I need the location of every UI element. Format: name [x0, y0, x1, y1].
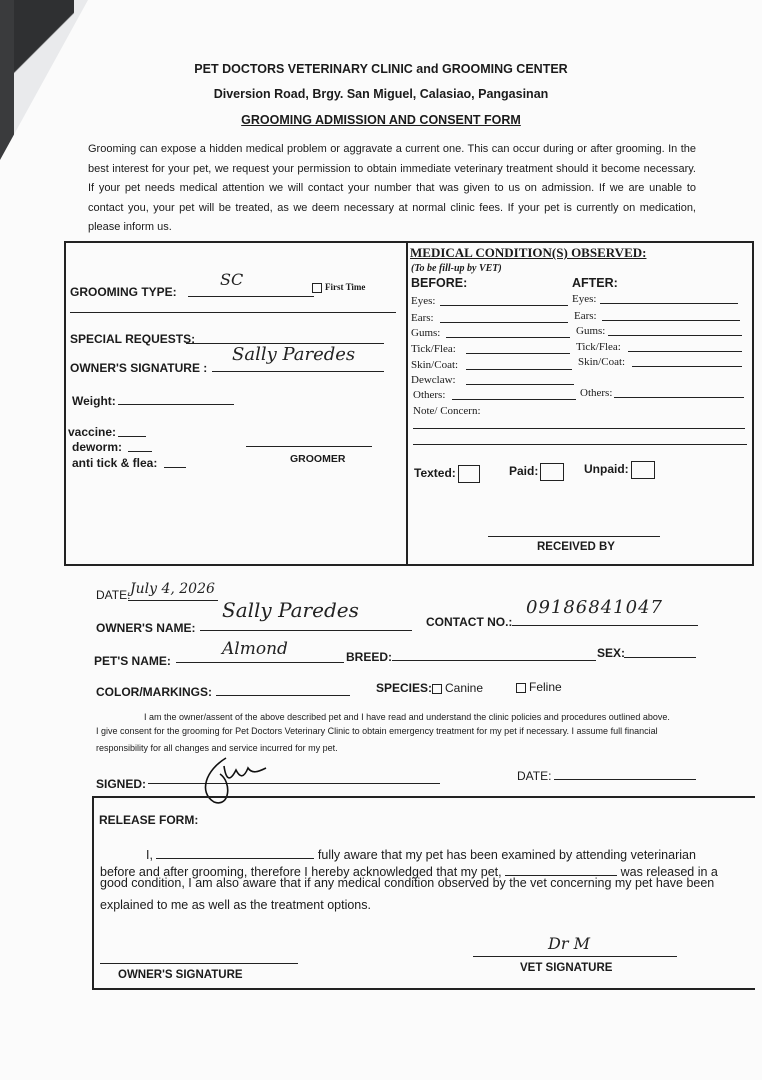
before-dewclaw: Dewclaw: — [411, 374, 456, 386]
anti-tick-label: anti tick & flea: — [72, 456, 158, 470]
release-title: RELEASE FORM: — [99, 813, 199, 827]
vaccine-label: vaccine: — [68, 425, 117, 439]
after-skin-coat-line — [632, 366, 742, 367]
note-line-1 — [413, 428, 745, 429]
contact-line — [512, 625, 698, 626]
color-markings-line — [216, 695, 350, 696]
before-tick-flea: Tick/Flea: — [411, 343, 456, 355]
weight-label: Weight: — [72, 394, 116, 408]
after-gums-line — [608, 335, 742, 336]
after-heading: AFTER: — [572, 276, 618, 290]
before-tick-flea-line — [466, 353, 570, 354]
date-value[interactable]: July 4, 2026 — [130, 581, 215, 597]
grooming-type-value[interactable]: SC — [220, 270, 244, 289]
feline-option[interactable] — [516, 680, 562, 694]
texted-label: Texted: — [414, 466, 456, 481]
feline-checkbox[interactable] — [516, 683, 526, 693]
medical-title: MEDICAL CONDITION(S) OBSERVED: — [410, 245, 647, 260]
owner-signature-release-label: OWNER'S SIGNATURE — [118, 969, 243, 981]
unpaid-checkbox[interactable] — [631, 461, 655, 479]
release-name-blank[interactable] — [156, 846, 314, 859]
after-skin-coat: Skin/Coat: — [578, 356, 626, 368]
release-line-3: good condition, I am also aware that if any medical condition observed by the vet concerning my pet have been — [100, 876, 715, 890]
grooming-type-label: GROOMING TYPE: — [70, 285, 177, 299]
owner-name-line — [200, 630, 412, 631]
before-eyes: Eyes: — [411, 295, 436, 307]
texted-checkbox[interactable] — [458, 465, 480, 483]
paid-checkbox[interactable] — [540, 463, 564, 481]
date-label: DATE: — [96, 588, 131, 602]
breed-label: BREED: — [346, 650, 393, 664]
deworm-label: deworm: — [72, 440, 123, 454]
before-eyes-line — [440, 305, 568, 306]
received-by-line — [488, 536, 660, 537]
grooming-type-line — [188, 296, 314, 297]
sex-label: SEX: — [597, 646, 626, 660]
sex-line — [624, 657, 696, 658]
anti-tick-line — [164, 467, 186, 468]
vet-signature-line — [473, 956, 677, 957]
first-time-checkbox[interactable] — [312, 283, 322, 293]
pet-name-line — [176, 662, 344, 663]
canine-label: Canine — [445, 681, 484, 695]
after-others-line — [614, 397, 744, 398]
signed-line — [148, 783, 440, 784]
unpaid-option[interactable] — [584, 461, 655, 479]
note-concern-label: Note/ Concern: — [413, 405, 481, 417]
received-by-label: RECEIVED BY — [537, 541, 615, 553]
consent-line-3: responsibility for all changes and service incurred for my pet. — [96, 743, 338, 753]
contact-label: CONTACT NO.: — [426, 615, 513, 629]
before-heading: BEFORE: — [411, 276, 468, 290]
contact-value[interactable]: 09186841047 — [526, 597, 663, 618]
medical-subtitle: (To be fill-up by VET) — [411, 263, 502, 274]
before-gums: Gums: — [411, 327, 441, 339]
owner-signature-value[interactable]: Sally Paredes — [232, 344, 356, 365]
release-line-4: explained to me as well as the treatment options. — [100, 898, 371, 912]
box-divider — [406, 241, 408, 564]
date-line — [128, 600, 218, 601]
consent-date-line — [554, 779, 696, 780]
special-requests-label: SPECIAL REQUESTS: — [70, 332, 196, 346]
weight-line — [118, 404, 234, 405]
first-time-option[interactable] — [312, 282, 365, 293]
grooming-type-line-2 — [70, 312, 396, 313]
unpaid-label: Unpaid: — [584, 462, 629, 477]
clinic-name: PET DOCTORS VETERINARY CLINIC and GROOMING CENTER — [194, 62, 568, 76]
release-p2-end: was released in a — [620, 865, 718, 879]
owner-signature-label: OWNER'S SIGNATURE : — [70, 361, 208, 375]
groomer-label: GROOMER — [290, 453, 346, 465]
owner-signature-line — [212, 371, 384, 372]
color-markings-label: COLOR/MARKINGS: — [96, 685, 212, 699]
before-gums-line — [446, 337, 570, 338]
feline-label: Feline — [529, 680, 562, 694]
first-time-label: First Time — [325, 282, 366, 292]
consent-line-2: I give consent for the grooming for Pet Doctors Veterinary Clinic to obtain emergency treatment for my pet if necessary. I assume full financial — [96, 726, 658, 736]
pet-name-label: PET'S NAME: — [94, 654, 171, 668]
before-dewclaw-line — [466, 384, 574, 385]
owner-name-value[interactable]: Sally Paredes — [222, 598, 359, 622]
texted-option[interactable] — [414, 465, 480, 483]
before-others: Others: — [413, 389, 446, 401]
after-eyes-line — [600, 303, 738, 304]
intro-paragraph: Grooming can expose a hidden medical problem or aggravate a current one. This can occur during or after grooming. In the best interest for your pet, we request your permission to obtain immediate veterinary treatment should it become necessary. If your pet needs medical attention we will contact your number that was given to us on admission. If we are unable to contact you, your pet will be treated, as we deem necessary at normal clinic fees. If your pet is currently on medication, please inform us. — [88, 143, 696, 233]
before-ears-line — [440, 322, 568, 323]
after-eyes: Eyes: — [572, 293, 597, 305]
paid-label: Paid: — [509, 464, 539, 479]
pet-name-value[interactable]: Almond — [222, 639, 288, 659]
before-ears: Ears: — [411, 312, 434, 324]
vaccine-line — [118, 436, 146, 437]
after-gums: Gums: — [576, 325, 606, 337]
release-p1: fully aware that my pet has been examined by attending veterinarian — [317, 848, 696, 862]
form-title: GROOMING ADMISSION AND CONSENT FORM — [241, 113, 521, 127]
consent-line-1: I am the owner/assent of the above described pet and I have read and understand the clinic policies and procedures outlined above. — [144, 712, 670, 722]
note-line-2 — [413, 444, 747, 445]
owner-name-label: OWNER'S NAME: — [96, 621, 196, 635]
after-others: Others: — [580, 387, 613, 399]
species-label: SPECIES: — [376, 681, 433, 695]
canine-checkbox[interactable] — [432, 684, 442, 694]
vet-initials[interactable]: Dr M — [548, 934, 590, 953]
after-tick-flea-line — [628, 351, 742, 352]
after-ears: Ears: — [574, 310, 597, 322]
vet-signature-label: VET SIGNATURE — [520, 962, 613, 974]
before-others-line — [452, 399, 576, 400]
before-skin-coat: Skin/Coat: — [411, 359, 459, 371]
release-i: I, — [146, 848, 153, 862]
release-p2: before and after grooming, therefore I hereby acknowledged that my pet, — [100, 865, 502, 879]
signed-label: SIGNED: — [96, 777, 147, 791]
after-tick-flea: Tick/Flea: — [576, 341, 621, 353]
consent-date-label: DATE: — [517, 769, 552, 783]
after-ears-line — [602, 320, 740, 321]
clinic-address: Diversion Road, Brgy. San Miguel, Calasiao, Pangasinan — [213, 87, 549, 101]
owner-signature-release-line — [100, 963, 298, 964]
canine-option[interactable] — [432, 681, 483, 695]
paid-option[interactable] — [509, 463, 564, 481]
before-skin-coat-line — [466, 369, 572, 370]
deworm-line — [128, 451, 152, 452]
groomer-line — [246, 446, 372, 447]
breed-line — [392, 660, 596, 661]
